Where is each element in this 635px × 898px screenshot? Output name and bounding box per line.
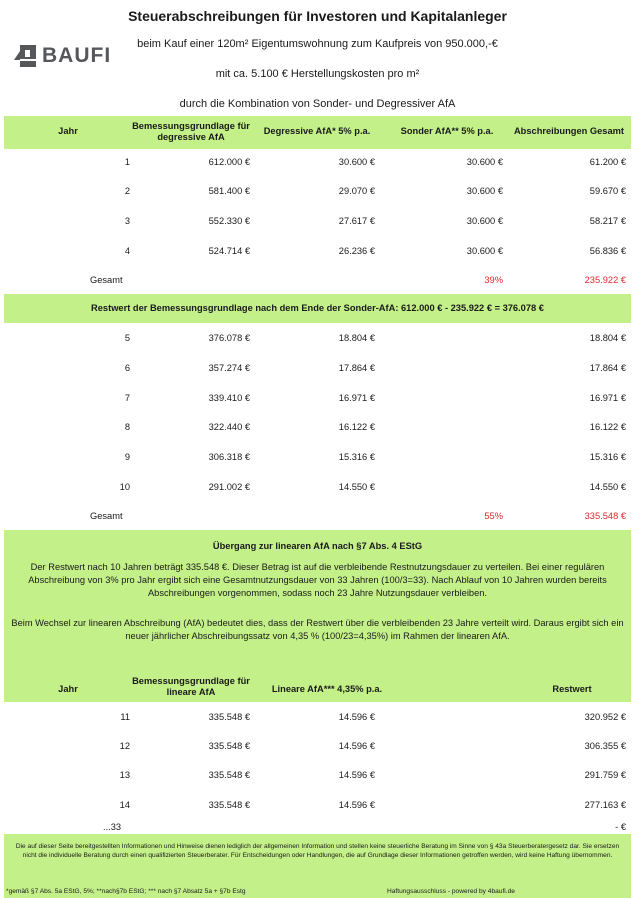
- header-gesamt: Abschreibungen Gesamt: [513, 126, 625, 136]
- footnotes: *gemäß §7 Abs. 5a EStG, 5%; **nach§7b EStG; *** nach §7 Absatz 5a + §7b Estg: [6, 888, 246, 895]
- cell-basis: 322.440 €: [208, 422, 250, 432]
- cell-basis: 376.078 €: [208, 333, 250, 343]
- subtitle-line-2: mit ca. 5.100 € Herstellungskosten pro m²: [215, 68, 420, 80]
- cell-restwert: 320.952 €: [584, 712, 626, 722]
- cell-year: 6: [124, 363, 130, 373]
- subtitle-line-1: beim Kauf einer 120m² Eigentumswohnung zum Kaufpreis von 950.000,-€: [137, 38, 498, 50]
- linear-paragraph-1: Der Restwert nach 10 Jahren beträgt 335.548 €. Dieser Betrag ist auf die verbleibende Restnutzungsdauer zu verteilen. Bei einer regulären Abschreibung von 3% pro Jahr ergibt sich eine Gesamtnutzungsdauer von 33 Jahren (100/3=33). Nach Ablauf von 10 Jahren wurden bereits Abschreibungen vorgenommen, sodass noch 23 Jahre Nutzungsdauer verbleiben.: [28, 562, 607, 598]
- cell-year: 2: [124, 186, 130, 196]
- cell-year: 3: [124, 216, 130, 226]
- cell-basis: 581.400 €: [208, 186, 250, 196]
- cell-degressive: 18.804 €: [338, 333, 375, 343]
- restwert-text: Restwert der Bemessungsgrundlage nach dem Ende der Sonder-AfA: 612.000 € - 235.922 € = 376.078 €: [91, 303, 544, 313]
- disclaimer-text: Die auf dieser Seite bereitgestellten Informationen und Hinweise dienen lediglich der allgemeinen Information und stellen keine steuerliche Beratung im Sinne von § 43a Steuerberatergesetz dar. Sie ersetzen nicht die individuelle Beratung durch einen qualifizierten Steuerberater. Für Entscheidungen oder Handlungen, die auf Grundlage dieser Informationen getroffen werden, wird keine Haftung übernommen.: [15, 843, 620, 859]
- footer: [4, 834, 631, 898]
- cell-sonder: 30.600 €: [466, 216, 503, 226]
- cell-basis: 335.548 €: [208, 712, 250, 722]
- linear-paragraph-2: Beim Wechsel zur linearen Abschreibung (AfA) bedeutet dies, dass der Restwert über die verbleibenden 23 Jahre verteilt wird. Daraus ergibt sich ein neuer jährlicher Abschreibungssatz von 4,35 % (100/23=4,35%) im Rahmen der linearen AfA.: [11, 618, 624, 641]
- cell-degressive: 16.122 €: [338, 422, 375, 432]
- cell-total: 56.836 €: [589, 246, 626, 256]
- cell-year: 10: [119, 482, 130, 492]
- cell-degressive: 15.316 €: [338, 452, 375, 462]
- page-title: Steuerabschreibungen für Investoren und Kapitalanleger: [128, 8, 507, 24]
- logo-text: BAUFI: [42, 44, 112, 67]
- cell-basis: 335.548 €: [208, 800, 250, 810]
- header-bemessung: Bemessungsgrundlage für degressive AfA: [132, 121, 250, 142]
- cell-total: 16.122 €: [589, 422, 626, 432]
- total-percent: 39%: [484, 275, 503, 285]
- total-label: Gesamt: [90, 275, 123, 285]
- cell-basis: 335.548 €: [208, 770, 250, 780]
- credit-text: Haftungsausschluss - powered by 4baufi.de: [387, 888, 515, 895]
- last-value: - €: [615, 822, 626, 832]
- cell-year: 9: [124, 452, 130, 462]
- cell-total: 59.670 €: [589, 186, 626, 196]
- cell-total: 61.200 €: [589, 157, 626, 167]
- cell-year: 4: [124, 246, 130, 256]
- cell-degressive: 14.550 €: [338, 482, 375, 492]
- cell-degressive: 16.971 €: [338, 393, 375, 403]
- logo: [14, 44, 111, 68]
- cell-degressive: 30.600 €: [338, 157, 375, 167]
- header-lineare-afa: Lineare AfA*** 4,35% p.a.: [271, 684, 383, 694]
- cell-year: 7: [124, 393, 130, 403]
- subtitle-line-3: durch die Kombination von Sonder- und Degressiver AfA: [179, 98, 456, 110]
- logo-mark-icon: [14, 45, 36, 67]
- header-degressive: Degressive AfA* 5% p.a.: [263, 126, 371, 136]
- cell-sonder: 30.600 €: [466, 186, 503, 196]
- total-value: 335.548 €: [584, 511, 626, 521]
- cell-year: 13: [119, 770, 130, 780]
- header-restwert: Restwert: [552, 684, 592, 694]
- cell-degressive: 29.070 €: [338, 186, 375, 196]
- total-value: 235.922 €: [584, 275, 626, 285]
- cell-basis: 357.274 €: [208, 363, 250, 373]
- cell-linear: 14.596 €: [338, 712, 375, 722]
- cell-linear: 14.596 €: [338, 800, 375, 810]
- linear-section: [4, 530, 631, 702]
- cell-year: 14: [119, 800, 130, 810]
- header-jahr: Jahr: [58, 126, 78, 136]
- cell-basis: 335.548 €: [208, 741, 250, 751]
- cell-restwert: 291.759 €: [584, 770, 626, 780]
- header-sonder: Sonder AfA** 5% p.a.: [400, 126, 494, 136]
- cell-linear: 14.596 €: [338, 770, 375, 780]
- cell-sonder: 30.600 €: [466, 157, 503, 167]
- cell-basis: 339.410 €: [208, 393, 250, 403]
- cell-year: 12: [119, 741, 130, 751]
- last-year: ...33: [103, 822, 122, 832]
- cell-basis: 612.000 €: [208, 157, 250, 167]
- cell-total: 58.217 €: [589, 216, 626, 226]
- header-bemessung-linear: Bemessungsgrundlage für lineare AfA: [132, 676, 250, 697]
- cell-year: 1: [124, 157, 130, 167]
- cell-basis: 552.330 €: [208, 216, 250, 226]
- cell-total: 15.316 €: [589, 452, 626, 462]
- cell-total: 14.550 €: [589, 482, 626, 492]
- cell-total: 16.971 €: [589, 393, 626, 403]
- total-percent: 55%: [484, 511, 503, 521]
- cell-restwert: 277.163 €: [584, 800, 626, 810]
- cell-degressive: 27.617 €: [338, 216, 375, 226]
- cell-degressive: 17.864 €: [338, 363, 375, 373]
- cell-linear: 14.596 €: [338, 741, 375, 751]
- cell-basis: 524.714 €: [208, 246, 250, 256]
- cell-restwert: 306.355 €: [584, 741, 626, 751]
- total-label: Gesamt: [90, 511, 123, 521]
- cell-degressive: 26.236 €: [338, 246, 375, 256]
- cell-basis: 291.002 €: [208, 482, 250, 492]
- linear-heading: Übergang zur linearen AfA nach §7 Abs. 4 EStG: [212, 541, 423, 551]
- table1-header: [4, 116, 631, 149]
- cell-year: 5: [124, 333, 130, 343]
- restwert-band: [4, 294, 631, 323]
- cell-total: 17.864 €: [589, 363, 626, 373]
- cell-year: 11: [120, 712, 130, 722]
- cell-total: 18.804 €: [589, 333, 626, 343]
- cell-basis: 306.318 €: [208, 452, 250, 462]
- cell-sonder: 30.600 €: [466, 246, 503, 256]
- cell-year: 8: [124, 422, 130, 432]
- header-jahr: Jahr: [58, 684, 78, 694]
